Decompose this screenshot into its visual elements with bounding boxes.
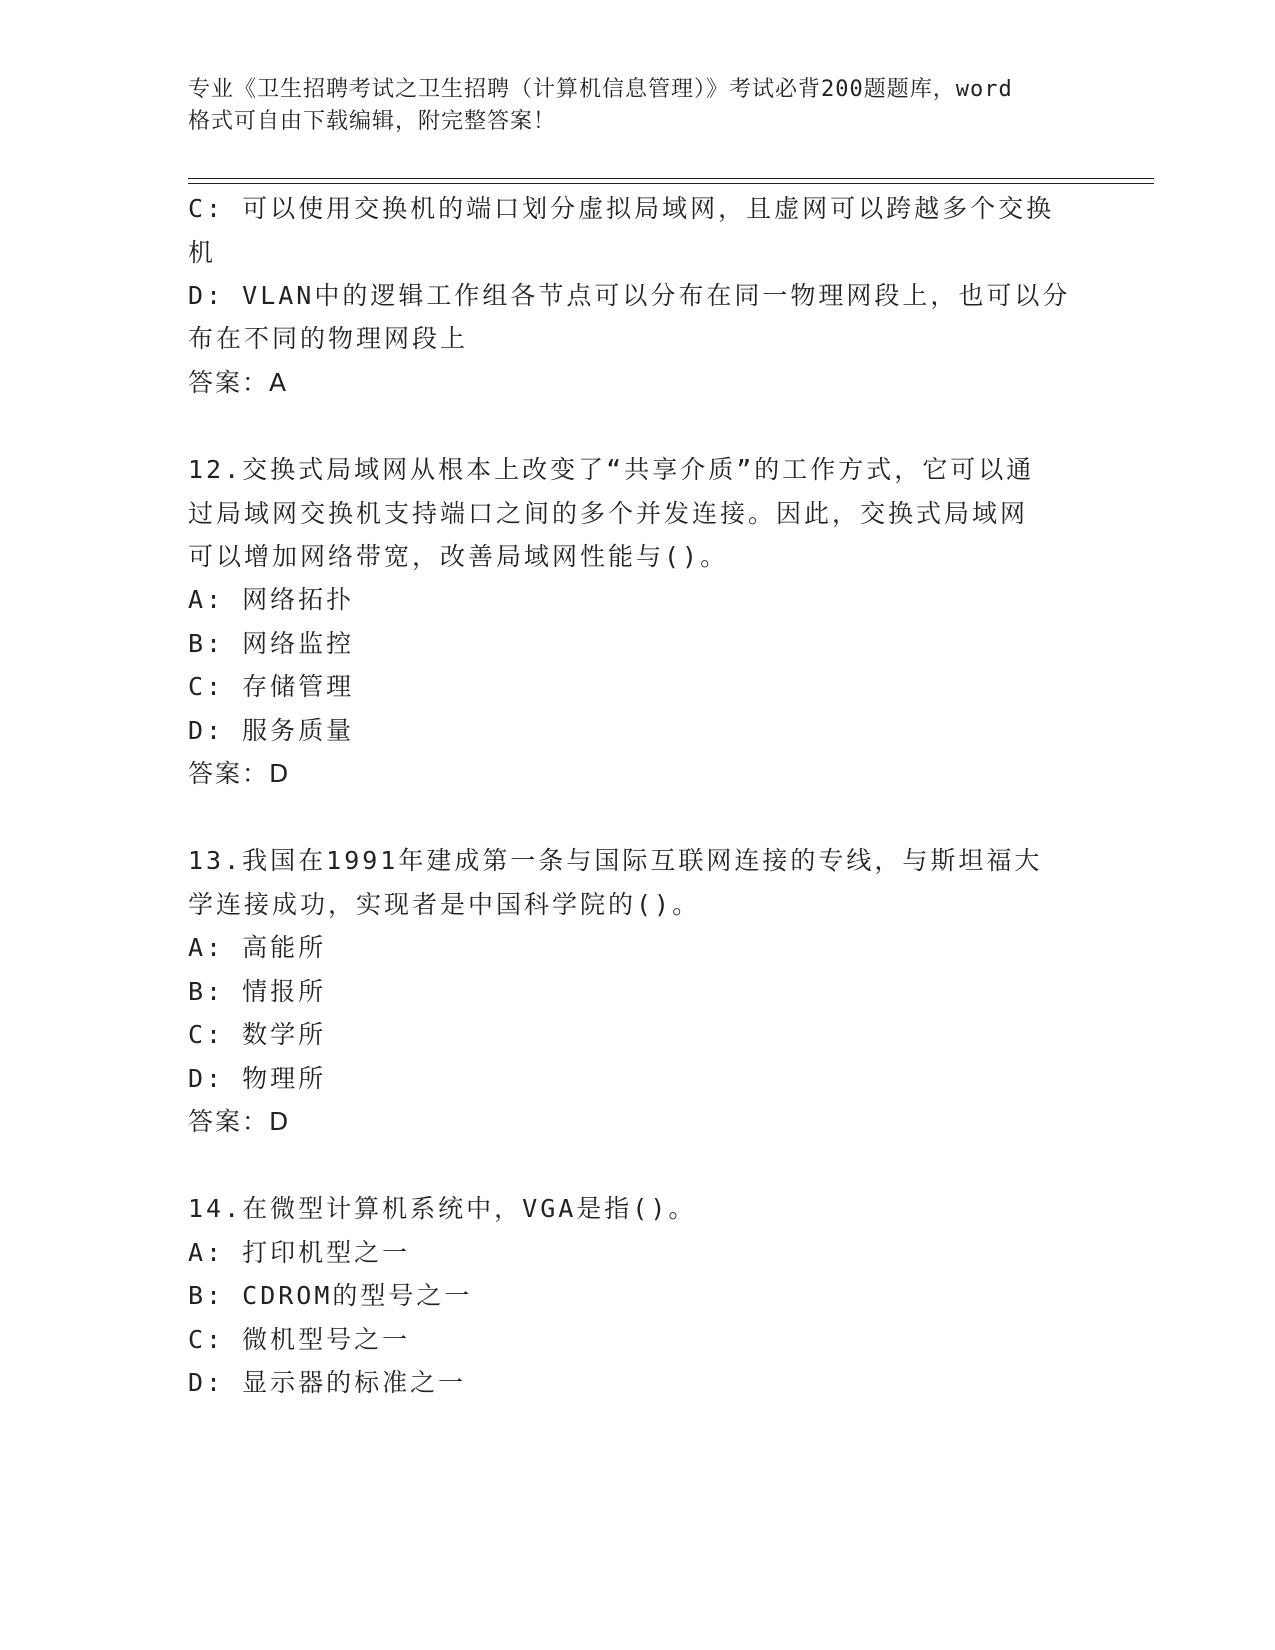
q12-option-b: B: 网络监控 bbox=[188, 629, 355, 658]
q12-answer: 答案：D bbox=[188, 759, 291, 788]
q13-stem-line-1: 13.我国在1991年建成第一条与国际互联网连接的专线，与斯坦福大 bbox=[188, 846, 1043, 875]
q12-option-a: A: 网络拓扑 bbox=[188, 585, 355, 614]
document-header bbox=[188, 74, 1088, 138]
q13-option-d: D: 物理所 bbox=[188, 1064, 327, 1093]
q13-answer: 答案：D bbox=[188, 1107, 291, 1136]
prev-option-c-line-2: 机 bbox=[188, 238, 217, 267]
prev-option-d-line-1: D: VLAN中的逻辑工作组各节点可以分布在同一物理网段上，也可以分 bbox=[188, 281, 1071, 310]
prev-option-c-line-1: C: 可以使用交换机的端口划分虚拟局域网，且虚网可以跨越多个交换 bbox=[188, 194, 1055, 223]
prev-option-d-line-2: 布在不同的物理网段上 bbox=[188, 324, 469, 353]
q13-option-a: A: 高能所 bbox=[188, 933, 327, 962]
q14-stem-line-1: 14.在微型计算机系统中，VGA是指()。 bbox=[188, 1194, 697, 1223]
q12-stem-line-3: 可以增加网络带宽，改善局域网性能与()。 bbox=[188, 542, 729, 571]
q12-option-d: D: 服务质量 bbox=[188, 716, 355, 745]
q14-option-a: A: 打印机型之一 bbox=[188, 1238, 411, 1267]
prev-answer: 答案：A bbox=[188, 368, 289, 397]
q13-stem-line-2: 学连接成功，实现者是中国科学院的()。 bbox=[188, 890, 701, 919]
q13-option-b: B: 情报所 bbox=[188, 977, 327, 1006]
q14-option-b: B: CDROM的型号之一 bbox=[188, 1281, 473, 1310]
header-divider-top bbox=[188, 178, 1154, 179]
q12-option-c: C: 存储管理 bbox=[188, 672, 355, 701]
q13-option-c: C: 数学所 bbox=[188, 1020, 327, 1049]
q12-stem-line-1: 12.交换式局域网从根本上改变了“共享介质”的工作方式，它可以通 bbox=[188, 455, 1035, 484]
header-title-line-2: 格式可自由下载编辑，附完整答案！ bbox=[188, 109, 557, 134]
q12-stem-line-2: 过局域网交换机支持端口之间的多个并发连接。因此，交换式局域网 bbox=[188, 499, 1029, 528]
header-divider-bottom bbox=[188, 183, 1154, 184]
header-title-line-1: 专业《卫生招聘考试之卫生招聘（计算机信息管理）》考试必背200题题库，word bbox=[188, 77, 1013, 102]
q14-option-d: D: 显示器的标准之一 bbox=[188, 1368, 467, 1397]
q14-option-c: C: 微机型号之一 bbox=[188, 1325, 411, 1354]
